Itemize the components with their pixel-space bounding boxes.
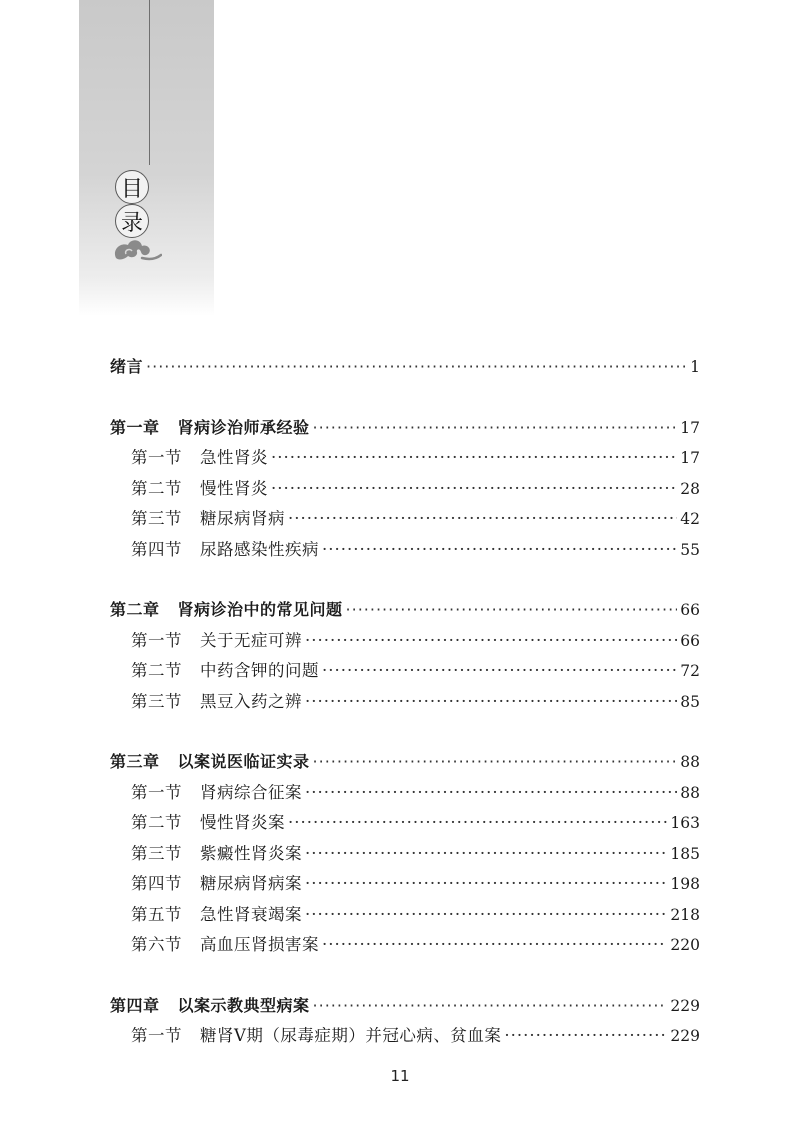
leader-dots: [313, 991, 668, 1022]
toc-chapter[interactable]: [110, 413, 700, 444]
table-of-contents: [110, 352, 700, 1052]
toc-page-number: 1: [690, 358, 700, 376]
toc-page-number: 17: [680, 449, 700, 467]
section-title: 紫癜性肾炎案: [200, 843, 302, 863]
decorative-line: [149, 0, 150, 165]
section-number: 第一节: [131, 448, 182, 467]
leader-dots: [146, 352, 687, 383]
toc-page-number: 218: [670, 905, 700, 924]
section-title: 高血压肾损害案: [200, 935, 319, 954]
section-number: 第三节: [131, 691, 182, 711]
toc-page-number: 163: [670, 814, 700, 832]
toc-section[interactable]: [110, 474, 700, 505]
header-band: [79, 0, 214, 316]
leader-dots: [305, 778, 677, 809]
toc-page-number: 88: [680, 753, 700, 771]
section-number: 第一节: [131, 1026, 182, 1045]
toc-preface[interactable]: [110, 352, 700, 383]
toc-page-number: 17: [680, 418, 700, 437]
leader-dots: [322, 656, 677, 687]
section-title: 糖尿病肾病: [200, 509, 285, 528]
toc-section[interactable]: [110, 1021, 700, 1052]
section-title: 黑豆入药之辨: [200, 691, 302, 711]
chapter-title: 肾病诊治师承经验: [177, 417, 310, 437]
toc-section[interactable]: [110, 839, 700, 870]
leader-dots: [305, 900, 667, 931]
cloud-ornament-icon: [112, 238, 162, 264]
leader-dots: [313, 413, 678, 444]
toc-section[interactable]: [110, 778, 700, 809]
toc-section[interactable]: [110, 930, 700, 961]
chapter-title: 以案说医临证实录: [177, 752, 310, 771]
toc-section[interactable]: [110, 443, 700, 474]
toc-title-char-1: 目: [115, 170, 149, 204]
leader-dots: [271, 443, 677, 474]
section-title: 糖尿病肾病案: [200, 874, 302, 893]
section-number: 第三节: [131, 509, 182, 528]
section-title: 中药含钾的问题: [200, 661, 319, 680]
chapter-number: 第三章: [110, 752, 160, 771]
section-number: 第一节: [131, 782, 182, 802]
section-title: 糖肾Ⅴ期（尿毒症期）并冠心病、贫血案: [200, 1026, 502, 1045]
toc-page-number: 229: [670, 996, 700, 1015]
page-number: 11: [390, 1067, 410, 1085]
toc-section[interactable]: [110, 656, 700, 687]
toc-section[interactable]: [110, 808, 700, 839]
toc-section[interactable]: [110, 626, 700, 657]
toc-page-number: 55: [680, 540, 700, 559]
toc-section[interactable]: [110, 900, 700, 931]
section-title: 慢性肾炎案: [200, 813, 285, 832]
leader-dots: [288, 504, 677, 535]
toc-page-number: 229: [670, 1027, 700, 1045]
toc-page-number: 85: [680, 692, 700, 711]
leader-dots: [504, 1021, 667, 1052]
chapter-title: 以案示教典型病案: [177, 995, 310, 1015]
section-title: 急性肾炎: [200, 448, 268, 467]
chapter-title: 肾病诊治中的常见问题: [177, 600, 343, 619]
chapter-number: 第一章: [110, 417, 160, 437]
toc-title-char-2: 录: [115, 204, 149, 238]
leader-dots: [305, 839, 667, 870]
toc-page-number: 88: [680, 783, 700, 802]
toc-section[interactable]: [110, 869, 700, 900]
toc-page-number: 185: [670, 844, 700, 863]
section-title: 急性肾衰竭案: [200, 904, 302, 924]
section-number: 第五节: [131, 904, 182, 924]
leader-dots: [322, 930, 667, 961]
section-title: 慢性肾炎: [200, 478, 268, 498]
toc-page-number: 42: [680, 510, 700, 528]
toc-page-number: 198: [670, 875, 700, 893]
toc-page-number: 66: [680, 601, 700, 619]
toc-page-number: 28: [680, 479, 700, 498]
toc-page-number: 220: [670, 936, 700, 954]
section-number: 第二节: [131, 478, 182, 498]
leader-dots: [271, 474, 677, 505]
section-title: 肾病综合征案: [200, 782, 302, 802]
section-number: 第二节: [131, 661, 182, 680]
toc-chapter[interactable]: [110, 991, 700, 1022]
section-number: 第四节: [131, 539, 182, 559]
leader-dots: [322, 535, 677, 566]
toc-section[interactable]: [110, 535, 700, 566]
section-title: 关于无症可辨: [200, 630, 302, 650]
toc-preface-title: 绪言: [110, 357, 144, 376]
toc-chapter[interactable]: [110, 747, 700, 778]
section-number: 第四节: [131, 874, 182, 893]
section-title: 尿路感染性疾病: [200, 539, 319, 559]
section-number: 第三节: [131, 843, 182, 863]
section-number: 第六节: [131, 935, 182, 954]
leader-dots: [313, 747, 678, 778]
toc-chapter[interactable]: [110, 595, 700, 626]
leader-dots: [305, 626, 677, 657]
section-number: 第二节: [131, 813, 182, 832]
leader-dots: [346, 595, 678, 626]
section-number: 第一节: [131, 630, 182, 650]
toc-page-number: 66: [680, 631, 700, 650]
toc-page-number: 72: [680, 662, 700, 680]
chapter-number: 第二章: [110, 600, 160, 619]
chapter-number: 第四章: [110, 995, 160, 1015]
leader-dots: [305, 869, 667, 900]
leader-dots: [305, 687, 677, 718]
leader-dots: [288, 808, 667, 839]
toc-section[interactable]: [110, 504, 700, 535]
toc-section[interactable]: [110, 687, 700, 718]
